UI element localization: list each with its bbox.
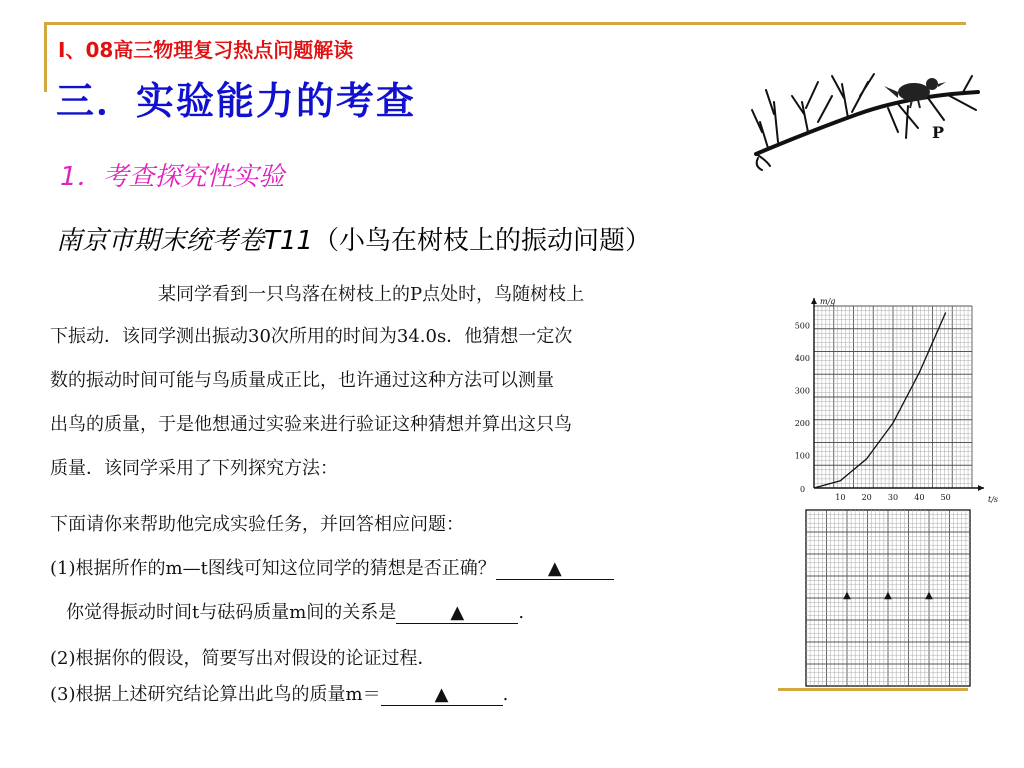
y-tick-label: 500 bbox=[794, 321, 810, 331]
exam-source-name: 南京市期末统考卷T11 bbox=[56, 226, 313, 256]
question-1a bbox=[50, 554, 614, 580]
x-tick-label: 10 bbox=[835, 493, 846, 502]
question-3-text: (3)根据上述研究结论算出此鸟的质量m＝ bbox=[50, 684, 381, 705]
y-tick-label: 100 bbox=[794, 451, 810, 461]
question-1b: 你觉得振动时间t与砝码质量m间的关系是 ▲ . bbox=[66, 602, 525, 623]
question-1b-text: 你觉得振动时间t与砝码质量m间的关系是 bbox=[66, 602, 397, 623]
answer-blank-1a bbox=[496, 558, 614, 580]
problem-line-3: 数的振动时间可能与鸟质量成正比，也许通过这种方法可以测量 bbox=[50, 370, 554, 391]
problem-line-5: 质量．该同学采用了下列探究方法： bbox=[50, 458, 338, 479]
x-axis-label: t/s bbox=[988, 495, 999, 504]
answer-blank-3 bbox=[381, 684, 503, 706]
answer-marker: ▲ bbox=[547, 558, 562, 579]
answer-marker: ▲ bbox=[434, 684, 449, 705]
y-axis-arrow bbox=[811, 298, 817, 304]
slide-frame-top bbox=[44, 22, 966, 25]
page-title: 三．实验能力的考查 bbox=[56, 79, 417, 123]
x-tick-label: 40 bbox=[914, 493, 925, 502]
mass-time-chart bbox=[795, 297, 998, 504]
y-tick-label: 200 bbox=[794, 419, 810, 428]
question-3: (3)根据上述研究结论算出此鸟的质量m＝ ▲ . bbox=[50, 684, 509, 705]
y-tick-label: 400 bbox=[794, 354, 810, 363]
problem-line-1: 某同学看到一只鸟落在树枝上的P点处时，鸟随树枝上 bbox=[158, 284, 585, 305]
problem-line-2: 下振动．该同学测出振动30次所用的时间为34.0s．他猜想一定次 bbox=[50, 326, 573, 347]
exam-source-topic: （小鸟在树枝上的振动问题） bbox=[312, 226, 651, 256]
question-1a-text: (1)根据所作的m—t图线可知这位同学的猜想是否正确？ bbox=[50, 558, 496, 579]
section-subtitle: 1．考查探究性实验 bbox=[60, 162, 285, 192]
graphs-panel bbox=[776, 292, 1004, 692]
problem-line-4: 出鸟的质量，于是他想通过实验来进行验证这种猜想并算出这只鸟 bbox=[50, 414, 572, 435]
point-p-label: P bbox=[932, 123, 945, 142]
answer-marker: ▲ bbox=[884, 590, 892, 601]
answer-blank-1b bbox=[396, 602, 518, 624]
exam-source bbox=[56, 220, 651, 257]
x-tick-label: 20 bbox=[861, 493, 872, 502]
y-axis-label: m/g bbox=[820, 297, 836, 306]
answer-marker: ▲ bbox=[925, 590, 933, 601]
answer-marker: ▲ bbox=[843, 590, 851, 601]
blank-grid-chart bbox=[806, 510, 970, 686]
y-tick-label: 300 bbox=[794, 386, 810, 396]
bird-on-branch-figure bbox=[748, 62, 988, 172]
series-title: Ⅰ、08高三物理复习热点问题解读 bbox=[58, 38, 354, 62]
x-tick-label: 30 bbox=[887, 493, 899, 502]
x-axis-arrow bbox=[978, 485, 984, 491]
slide-frame-left bbox=[44, 22, 47, 92]
question-2: (2)根据你的假设，简要写出对假设的论证过程． bbox=[50, 648, 436, 669]
problem-instruction: 下面请你来帮助他完成实验任务，并回答相应问题： bbox=[50, 514, 464, 535]
answer-marker: ▲ bbox=[450, 602, 465, 623]
x-tick-label: 50 bbox=[940, 493, 951, 502]
origin-label: 0 bbox=[800, 485, 806, 494]
